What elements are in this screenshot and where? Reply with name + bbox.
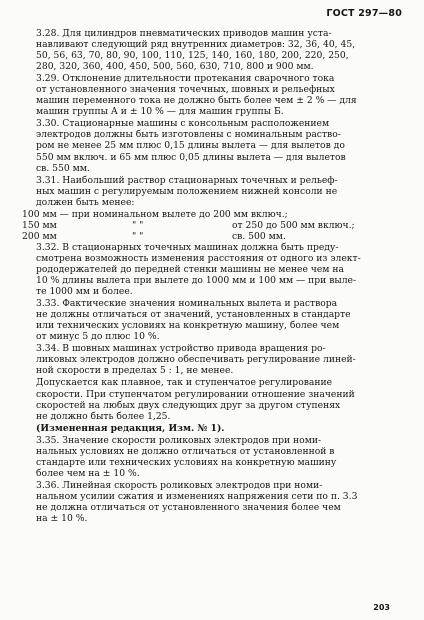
text-line: ных машин с регулируемым положением нижней консоли не [36, 185, 338, 197]
document-body [22, 28, 404, 525]
text-line: Допускается как плавное, так и ступенчатое регулирование [36, 377, 333, 389]
paragraph [22, 242, 404, 297]
section-3-32-to-3-34 [22, 242, 404, 422]
text-line: на ± 10 %. [36, 513, 88, 525]
table-row [22, 220, 404, 231]
table-cell: св. 500 мм. [232, 230, 286, 242]
opening-table [22, 209, 404, 242]
text-line: 50, 56, 63, 70, 80, 90, 100, 110, 125, 140, 160, 180, 200, 220, 250, [36, 50, 349, 62]
table-cell: 150 мм [22, 219, 57, 231]
paragraph [22, 298, 404, 342]
paragraph [22, 435, 404, 479]
paragraph [22, 175, 404, 208]
text-line: должен быть менее: [36, 196, 135, 208]
text-line: не должна отличаться от установленного значения более чем [36, 501, 341, 513]
table-cell: 200 мм [22, 230, 57, 242]
text-line: ликовых электродов должно обеспечивать регулирование линей- [36, 354, 356, 366]
text-line: навливают следующий ряд внутренних диаметров: 32, 36, 40, 45, [36, 39, 356, 51]
text-line: 10 % длины вылета при вылете до 1000 мм и 100 мм — при выле- [36, 275, 357, 287]
section-3-28-to-3-31 [22, 28, 404, 208]
text-line: 3.36. Линейная скорость роликовых электродов при номи- [36, 479, 323, 491]
text-line: 3.34. В шовных машинах устройство привода вращения ро- [36, 343, 326, 355]
text-line: нальном усилии сжатия и изменениях напряжения сети по п. 3.3 [36, 490, 358, 502]
text-line: смотрена возможность изменения расстояния от одного из элект- [36, 252, 361, 264]
text-line: скорости. При ступенчатом регулировании отношение значений [36, 388, 355, 400]
text-line: не должны отличаться от значений, установленных в стандарте [36, 309, 351, 321]
table-row [22, 231, 404, 242]
amendment-note: (Измененная редакция, Изм. № 1). [36, 422, 225, 434]
paragraph [22, 118, 404, 173]
text-line: 3.30. Стационарные машины с консольным расположением [36, 118, 330, 130]
text-line: 280, 320, 360, 400, 450, 500, 560, 630, 710, 800 и 900 мм. [36, 61, 314, 73]
text-line: скоростей на любых двух следующих друг за другом ступенях [36, 399, 341, 411]
text-line: или технических условиях на конкретную машину, более чем [36, 320, 340, 332]
text-line: рододержателей до передней стенки машины не менее чем на [36, 263, 344, 275]
paragraph [22, 73, 404, 117]
text-line: 550 мм включ. и 65 мм плюс 0,05 длины вылета — для вылетов [36, 151, 346, 163]
text-line: машин переменного тока не должно быть более чем ± 2 % — для [36, 95, 357, 107]
text-line: 3.35. Значение скорости роликовых электродов при номи- [36, 434, 322, 446]
text-line: 3.31. Наибольший раствор стационарных точечных и рельеф- [36, 174, 338, 186]
text-line: электродов должны быть изготовлены с номинальным раство- [36, 129, 341, 141]
text-line: не должно быть более 1,25. [36, 410, 171, 422]
text-line: св. 550 мм. [36, 162, 90, 174]
paragraph [22, 28, 404, 72]
paragraph [22, 343, 404, 376]
text-line: 3.32. В стационарных точечных машинах должна быть преду- [36, 241, 339, 253]
text-line: ной скорости в пределах 5 : 1, не менее. [36, 365, 234, 377]
text-line: те 1000 мм и более. [36, 286, 133, 298]
text-line: 3.29. Отклонение длительности протекания сварочного тока [36, 73, 335, 85]
text-line: от минус 5 до плюс 10 %. [36, 331, 160, 343]
paragraph [22, 377, 404, 421]
text-line: 3.28. Для цилиндров пневматических приводов машин уста- [36, 28, 332, 39]
text-line: нальных условиях не должно отличаться от установленной в [36, 445, 335, 457]
section-3-35-to-3-36 [22, 435, 404, 524]
page-number: 203 [373, 603, 390, 612]
table-row [22, 209, 404, 220]
text-line: от установленного значения точечных, шовных и рельефных [36, 84, 335, 96]
table-cell: от 250 до 500 мм включ.; [232, 219, 355, 231]
text-line: ром не менее 25 мм плюс 0,15 длины вылета — для вылетов до [36, 140, 345, 152]
table-cell: " " [132, 219, 144, 231]
text-line: более чем на ± 10 %. [36, 467, 140, 479]
table-cell: 100 мм — при номинальном вылете до 200 мм включ.; [22, 208, 288, 220]
document-header: ГОСТ 297—80 [326, 8, 402, 19]
text-line: стандарте или технических условиях на конкретную машину [36, 456, 337, 468]
paragraph [22, 480, 404, 524]
table-cell: " " [132, 230, 144, 242]
text-line: машин группы А и ± 10 % — для машин группы Б. [36, 106, 284, 118]
text-line: 3.33. Фактические значения номинальных вылета и раствора [36, 298, 338, 310]
